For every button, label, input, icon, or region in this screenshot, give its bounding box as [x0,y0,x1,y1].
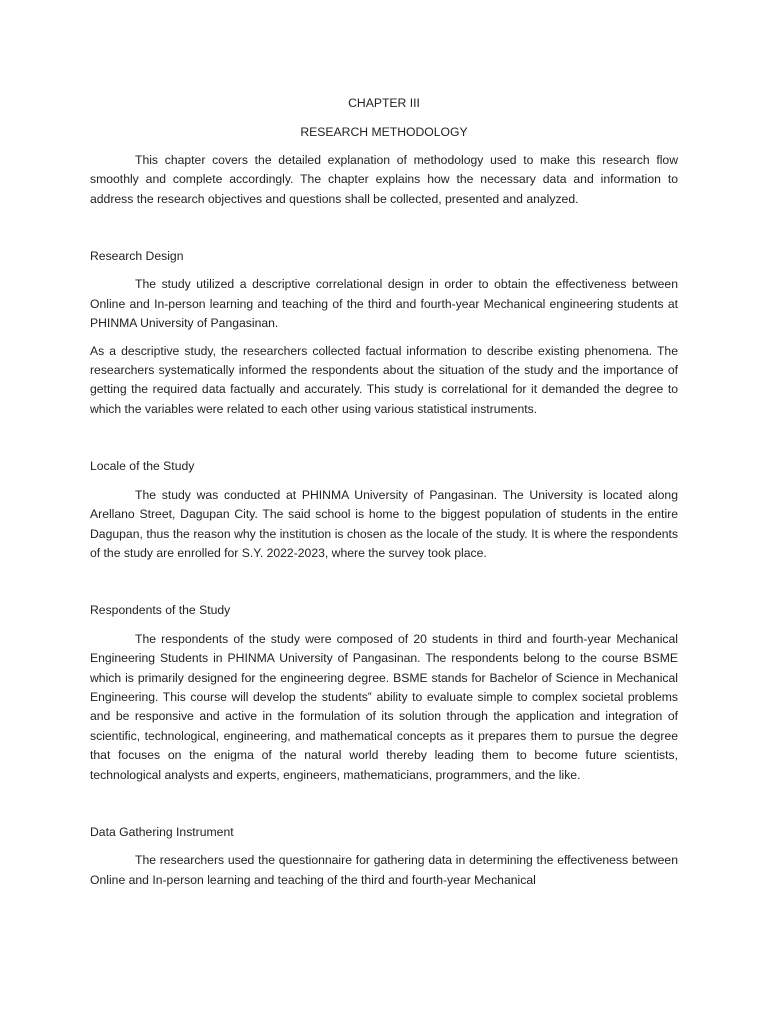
research-design-paragraph-1: The study utilized a descriptive correlational design in order to obtain the effectiveness between Online and In-person learning and teaching of the third and fourth-year Mechanical engineering students at PHINMA University of Pangasinan. [90,277,678,331]
instrument-paragraph: The researchers used the questionnaire for gathering data in determining the effectiveness between Online and In-person learning and teaching of the third and fourth-year Mechanical [90,853,678,887]
locale-heading: Locale of the Study [90,459,195,474]
respondents-heading: Respondents of the Study [90,603,231,618]
chapter-title: RESEARCH METHODOLOGY [300,125,468,140]
instrument-heading: Data Gathering Instrument [90,824,234,839]
chapter-label: CHAPTER III [348,96,420,110]
research-design-heading: Research Design [90,249,184,264]
respondents-paragraph: The respondents of the study were composed of 20 students in third and fourth-year Mechanical Engineering Students in PHINMA University of Pangasinan. The respondents belong to the course BSME which is primarily designed for the engineering degree. BSME stands for Bachelor of Science in Mechanical Engineering. This course will develop the students‟ ability to evaluate simple to complex societal problems and be responsive and active in the formulation of its solution through the application and integration of scientific, technological, engineering, and mathematical concepts as it prepares them to pursue the degree that focuses on the enigma of the natural world thereby leading them to become future scientists, technological analysts and experts, engineers, mathematicians, programmers, and the like. [90,631,678,782]
intro-paragraph: This chapter covers the detailed explanation of methodology used to make this research flow smoothly and complete accordingly. The chapter explains how the necessary data and information to address the research objectives and questions shall be collected, presented and analyzed. [90,152,678,206]
document-page [90,94,678,890]
research-design-paragraph-2: As a descriptive study, the researchers collected factual information to describe existing phenomena. The researchers systematically informed the respondents about the situation of the study and the importance of getting the required data factually and accurately. This study is correlational for it demanded the degree to which the variables were related to each other using various statistical instruments. [90,343,678,416]
locale-paragraph: The study was conducted at PHINMA University of Pangasinan. The University is located along Arellano Street, Dagupan City. The said school is home to the biggest population of students in the entire Dagupan, thus the reason why the institution is chosen as the locale of the study. It is where the respondents of the study are enrolled for S.Y. 2022-2023, where the survey took place. [90,487,678,560]
